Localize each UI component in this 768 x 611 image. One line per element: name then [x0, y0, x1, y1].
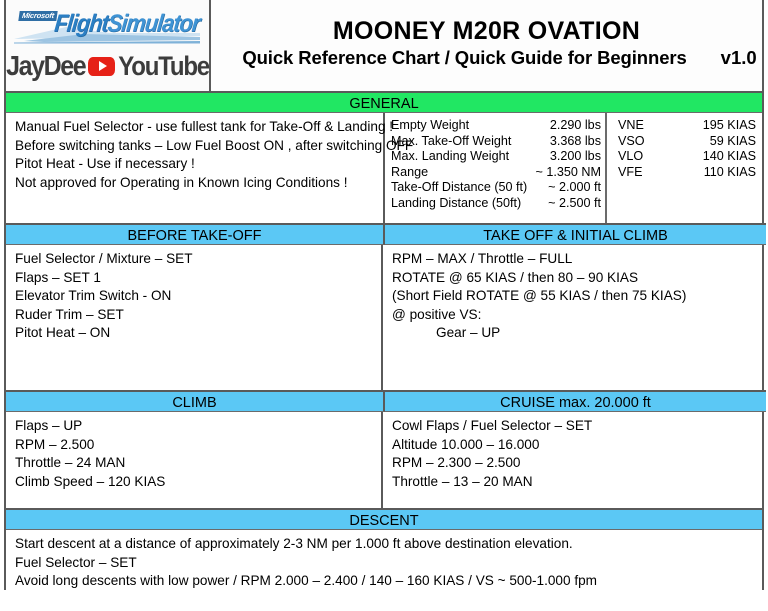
before-takeoff-lines	[6, 245, 381, 343]
vspeed-label: VSO	[618, 133, 645, 148]
list-item: (Short Field ROTATE @ 55 KIAS / then 75 KIAS)	[392, 288, 687, 304]
takeoff-initial-climb-lines	[383, 245, 762, 343]
list-item: ROTATE @ 65 KIAS / then 80 – 90 KIAS	[392, 269, 639, 285]
climb-body	[6, 412, 383, 508]
table-row	[618, 118, 762, 134]
descent-body	[6, 530, 762, 590]
general-body	[6, 113, 762, 223]
spec-label: Range	[391, 164, 429, 179]
list-item: Manual Fuel Selector - use fullest tank for Take-Off & Landing !	[15, 119, 394, 134]
descent-section	[4, 508, 764, 590]
climb-cruise-headers	[6, 390, 762, 412]
spec-value: ~ 2.000 ft	[548, 180, 601, 195]
list-item: Not approved for Operating in Known Icing Conditions !	[15, 174, 348, 190]
vspeed-value: 140 KIAS	[702, 149, 756, 164]
subtitle-row	[211, 46, 762, 70]
title-cell	[211, 0, 762, 91]
table-row	[391, 196, 605, 212]
spec-value: ~ 2.500 ft	[548, 195, 601, 210]
list-item: RPM – 2.500	[15, 436, 95, 452]
list-item: @ positive VS:	[392, 306, 482, 322]
flight-simulator-wordmark	[53, 10, 201, 37]
list-item: Fuel Selector / Mixture – SET	[15, 251, 193, 266]
list-item: Throttle – 24 MAN	[15, 455, 126, 471]
vspeed-value: 110 KIAS	[703, 164, 756, 179]
list-item: Flaps – UP	[15, 418, 83, 433]
vspeed-label: VNE	[618, 118, 644, 132]
spec-label: Empty Weight	[391, 118, 470, 132]
vspeed-value: 59 KIAS	[709, 133, 756, 148]
list-item: Before switching tanks – Low Fuel Boost ON , after switching OFF	[15, 137, 414, 153]
list-item: Throttle – 13 – 20 MAN	[392, 473, 533, 489]
before-takeoff-body	[6, 245, 383, 390]
list-item: Start descent at a distance of approximately 2-3 NM per 1.000 ft above destination elevation.	[15, 536, 573, 551]
list-item: Ruder Trim – SET	[15, 306, 124, 322]
vspeed-label: VLO	[618, 149, 644, 164]
spec-label: Max. Take-Off Weight	[391, 133, 512, 148]
vspeed-label: VFE	[618, 164, 643, 179]
channel-name: JayDee	[6, 50, 86, 82]
table-row	[618, 149, 762, 165]
youtube-wordmark: YouTube	[118, 50, 209, 82]
list-item: RPM – 2.300 – 2.500	[392, 455, 521, 471]
v-speeds-table	[607, 113, 762, 223]
list-item: Cowl Flaps / Fuel Selector – SET	[392, 418, 593, 433]
cruise-section-header: CRUISE max. 20.000 ft	[385, 390, 766, 412]
list-item-indented: Gear – UP	[436, 325, 501, 341]
climb-lines	[6, 412, 381, 491]
spec-label: Landing Distance (50ft)	[391, 195, 522, 210]
logo-cell	[6, 0, 211, 91]
takeoff-headers	[6, 223, 762, 245]
spec-label: Take-Off Distance (50 ft)	[391, 180, 528, 195]
general-data	[385, 113, 762, 223]
list-item: Pitot Heat - Use if necessary !	[15, 156, 195, 172]
jaydee-youtube-logo	[6, 49, 209, 83]
table-row	[391, 134, 605, 150]
simulator-word: Simulator	[106, 9, 201, 37]
youtube-play-icon	[88, 57, 115, 76]
climb-section-header: CLIMB	[6, 390, 385, 412]
table-row	[391, 165, 605, 181]
table-row	[391, 118, 605, 134]
list-item: Fuel Selector – SET	[15, 554, 137, 570]
list-item: Flaps – SET 1	[15, 269, 101, 285]
spec-value: 3.200 lbs	[549, 149, 601, 164]
cruise-lines	[383, 412, 762, 491]
climb-cruise-section	[4, 390, 764, 508]
spec-label: Max. Landing Weight	[391, 149, 510, 164]
list-item: Altitude 10.000 – 16.000	[392, 436, 540, 452]
before-takeoff-section-header: BEFORE TAKE-OFF	[6, 223, 385, 245]
spec-value: 3.368 lbs	[549, 133, 601, 148]
list-item: Climb Speed – 120 KIAS	[15, 473, 166, 489]
page-title: MOONEY M20R OVATION	[332, 17, 641, 45]
flight-word: Flight	[53, 9, 110, 37]
cruise-body	[383, 412, 762, 508]
general-section-header: GENERAL	[6, 91, 762, 113]
microsoft-wordmark: Microsoft	[18, 11, 57, 21]
table-row	[391, 149, 605, 165]
chart-header	[4, 0, 764, 91]
table-row	[391, 180, 605, 196]
specifications-table	[385, 113, 607, 223]
table-row	[618, 165, 762, 181]
version-label: v1.0	[720, 47, 757, 68]
climb-cruise-body	[6, 412, 762, 508]
takeoff-initial-climb-section-header: TAKE OFF & INITIAL CLIMB	[385, 223, 766, 245]
spec-value: ~ 1.350 NM	[535, 164, 601, 179]
list-item: RPM – MAX / Throttle – FULL	[392, 251, 573, 266]
list-item: Pitot Heat – ON	[15, 325, 111, 341]
list-item: Elevator Trim Switch - ON	[15, 288, 172, 304]
vspeed-value: 195 KIAS	[702, 118, 756, 132]
page-subtitle: Quick Reference Chart / Quick Guide for Beginners	[242, 47, 687, 68]
spec-value: 2.290 lbs	[549, 118, 601, 132]
microsoft-flight-simulator-logo	[12, 9, 203, 49]
takeoff-section	[4, 223, 764, 390]
descent-section-header: DESCENT	[6, 508, 762, 530]
takeoff-body	[6, 245, 762, 390]
general-section	[4, 91, 764, 223]
list-item: Avoid long descents with low power / RPM 2.000 – 2.400 / 140 – 160 KIAS / VS ~ 500-1.000 fpm	[15, 573, 597, 589]
table-row	[618, 134, 762, 150]
takeoff-initial-climb-body	[383, 245, 762, 390]
